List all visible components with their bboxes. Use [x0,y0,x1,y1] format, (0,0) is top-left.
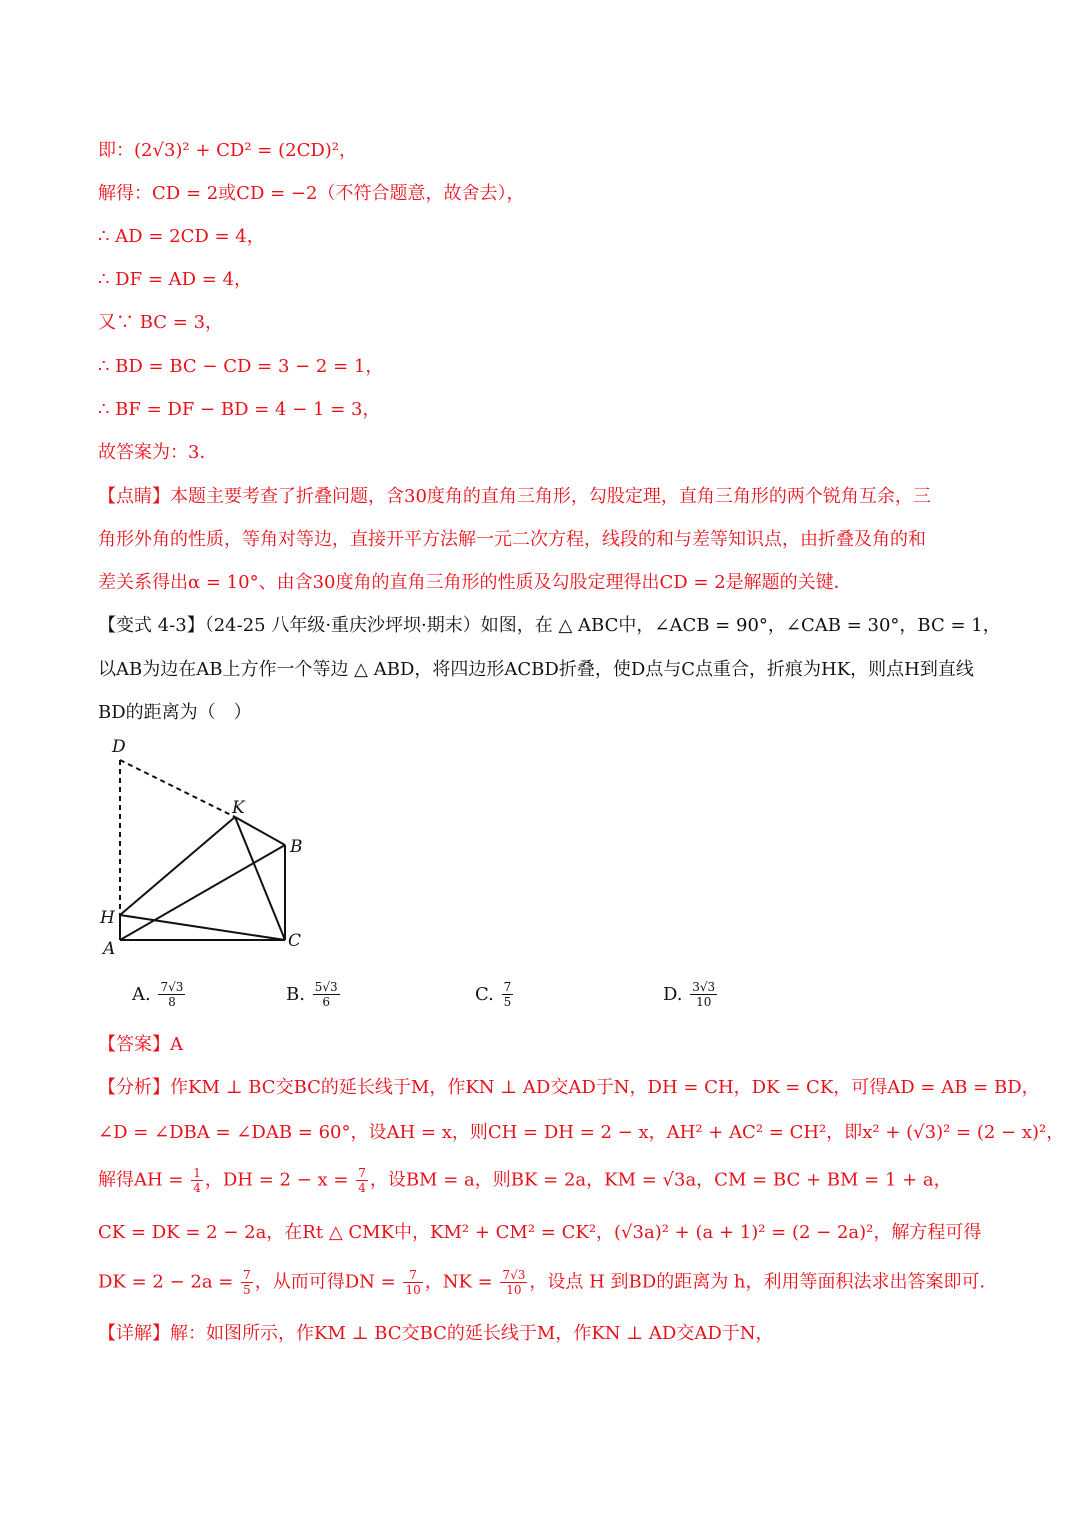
segment-HC [120,915,285,940]
solution-line-6: ∴ BD = BC − CD = 3 − 2 = 1， [98,356,384,377]
analysis-line-3 [98,1166,952,1195]
label-D: D [112,737,126,757]
choice-a-numerator: 7√3 [160,980,184,994]
choice-c-label: C. [475,984,494,1005]
choice-c[interactable] [475,980,515,1009]
answer-label: 【答案】A [98,1034,183,1055]
segment-AB [120,845,285,940]
label-C: C [288,931,302,951]
choice-d-denominator: 10 [696,995,712,1009]
frac-dk-num: 7 [243,1268,251,1282]
choice-d[interactable] [663,980,719,1009]
choice-a-label: A. [132,984,151,1005]
question-line-2: 以AB为边在AB上方作一个等边 △ ABD，将四边形ACBD折叠，使D点与C点重合，折痕为HK，则点H到直线 [98,659,974,680]
solution-line-1: 即：(2√3)² + CD² = (2CD)²， [98,140,358,161]
frac-nk-den: 10 [506,1283,522,1297]
frac-dk-den: 5 [243,1283,251,1297]
frac-ah-num: 1 [193,1166,201,1180]
segment-KC [235,817,285,940]
analysis-line-3-pre: 解得AH = [98,1169,190,1191]
answer-line: 故答案为：3． [98,442,218,463]
choice-d-label: D. [663,984,683,1005]
solution-line-7: ∴ BF = DF − BD = 4 − 1 = 3， [98,399,381,420]
analysis-line-5-mid: ，从而可得DN = [254,1271,402,1293]
analysis-line-3-mid: ，DH = 2 − x = [204,1169,355,1191]
frac-dh-den: 4 [358,1181,366,1195]
analysis-line-5-post: ，设点 H 到BD的距离为 h，利用等面积法求出答案即可． [529,1271,998,1293]
analysis-line-3-post: ，设BM = a，则BK = 2a，KM = √3a，CM = BC + BM = 1 + a， [369,1169,952,1191]
analysis-line-5-mid2: ，NK = [424,1271,499,1293]
segment-HK [120,817,235,915]
geometry-figure [95,735,335,965]
frac-dn-den: 10 [405,1283,421,1297]
choice-c-numerator: 7 [503,980,512,994]
comment-line-1: 【点睛】本题主要考查了折叠问题，含30度角的直角三角形，勾股定理，直角三角形的两个锐角互余，三 [98,486,931,507]
frac-dh-num: 7 [358,1166,366,1180]
choice-b[interactable] [286,980,342,1009]
analysis-line-5-pre: DK = 2 − 2a = [98,1271,240,1293]
analysis-line-1: 【分析】作KM ⊥ BC交BC的延长线于M，作KN ⊥ AD交AD于N，DH = CH，DK = CK，可得AD = AB = BD， [98,1077,1040,1098]
choice-b-label: B. [286,984,305,1005]
analysis-line-5 [98,1268,998,1297]
solution-line-5: 又∵ BC = 3， [98,312,224,333]
choice-d-numerator: 3√3 [692,980,716,994]
label-H: H [100,908,115,928]
frac-dn-num: 7 [403,1268,422,1283]
solution-line-2: 解得：CD = 2或CD = −2（不符合题意，故舍去）， [98,183,525,204]
choice-b-denominator: 6 [322,995,330,1009]
analysis-line-2: ∠D = ∠DBA = ∠DAB = 60°，设AH = x，则CH = DH = 2 − x，AH² + AC² = CH²，即x² + (√3)² = (2 − x)²， [98,1122,1065,1143]
choice-b-numerator: 5√3 [314,980,338,994]
question-line-1: 【变式 4-3】（24-25 八年级·重庆沙坪坝·期末）如图，在 △ ABC中，∠ACB = 90°，∠CAB = 30°，BC = 1， [98,615,1001,636]
choice-a-denominator: 8 [168,995,176,1009]
choice-c-denominator: 5 [503,995,512,1009]
label-B: B [290,837,303,857]
question-line-3: BD的距离为（ ） [98,702,252,723]
segment-DK [120,760,235,817]
frac-ah-den: 4 [193,1181,201,1195]
label-A: A [103,939,116,959]
solution-line-4: ∴ DF = AD = 4， [98,269,253,290]
analysis-line-4: CK = DK = 2 − 2a，在Rt △ CMK中，KM² + CM² = CK²，(√3a)² + (a + 1)² = (2 − 2a)²，解方程可得 [98,1222,982,1243]
detail-line-1: 【详解】解：如图所示，作KM ⊥ BC交BC的延长线于M，作KN ⊥ AD交AD于N， [98,1323,774,1344]
frac-nk-num: 7√3 [502,1268,526,1282]
label-K: K [232,798,245,818]
choice-a[interactable] [132,980,187,1009]
comment-line-2: 角形外角的性质，等角对等边，直接开平方法解一元二次方程，线段的和与差等知识点，由折叠及角的和 [98,529,926,550]
segment-KB [235,817,285,845]
comment-line-3: 差关系得出α = 10°、由含30度角的直角三角形的性质及勾股定理得出CD = 2是解题的关键． [98,572,852,593]
solution-line-3: ∴ AD = 2CD = 4， [98,226,265,247]
